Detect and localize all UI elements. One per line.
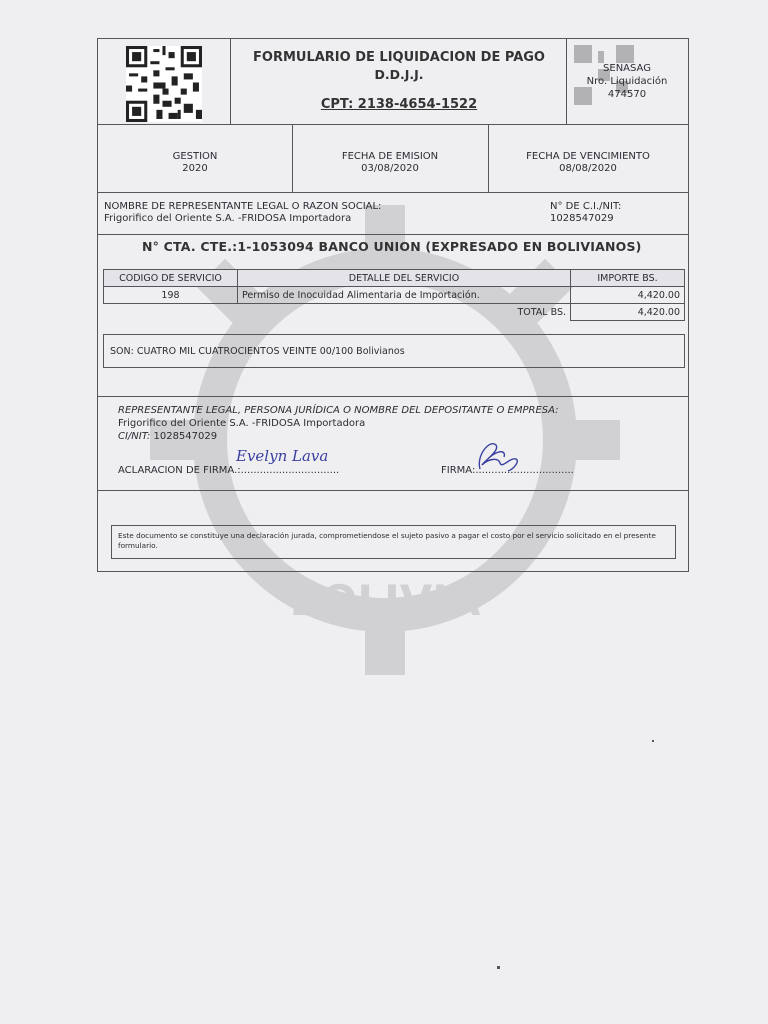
service-amount: 4,420.00 — [571, 287, 685, 304]
representative-ci-label: CI/NIT: — [118, 431, 151, 442]
aclaracion-line: ACLARACION DE FIRMA.:............................... — [118, 465, 340, 476]
emision-label: FECHA DE EMISION — [341, 151, 439, 162]
col-header-code: CODIGO DE SERVICIO — [104, 270, 238, 287]
representative-heading: REPRESENTANTE LEGAL, PERSONA JURÍDICA O NOMBRE DEL DEPOSITANTE O EMPRESA: — [118, 405, 559, 416]
bank-account: N° CTA. CTE.:1-1053094 BANCO UNION (EXPRESADO EN BOLIVIANOS) — [142, 239, 642, 254]
services-table — [103, 269, 685, 321]
holder-name-label: NOMBRE DE REPRESENTANTE LEGAL O RAZON SOCIAL: — [104, 201, 382, 212]
form-title: FORMULARIO DE LIQUIDACION DE PAGO — [253, 50, 545, 65]
representative-name: Frigorifico del Oriente S.A. -FRIDOSA Importadora — [118, 418, 366, 429]
gestion-label: GESTION — [172, 151, 218, 162]
scan-speck — [497, 966, 500, 969]
firma-line: FIRMA:............................... — [441, 465, 574, 476]
total-value: 4,420.00 — [571, 304, 685, 321]
firma-label: FIRMA: — [441, 465, 476, 476]
dates-row — [98, 125, 688, 193]
total-label: TOTAL BS. — [238, 304, 571, 321]
service-code: 198 — [104, 287, 238, 304]
payment-form — [97, 38, 689, 572]
agency-name: SENASAG — [603, 63, 651, 74]
scan-speck — [652, 740, 654, 742]
total-row — [104, 304, 685, 321]
representative-ci-value: 1028547029 — [153, 431, 218, 442]
liquidacion-label: Nro. Liquidación — [586, 76, 668, 87]
table-row — [104, 287, 685, 304]
liquidacion-number: 474570 — [607, 89, 647, 100]
signature-scribble — [470, 435, 526, 477]
service-detail: Permiso de Inocuidad Alimentaria de Importación. — [238, 287, 571, 304]
col-header-amount: IMPORTE BS. — [571, 270, 685, 287]
holder-name-value: Frigorifico del Oriente S.A. -FRIDOSA Importadora — [104, 213, 352, 224]
cpt-code: CPT: 2138-4654-1522 — [320, 97, 478, 112]
liquidacion-box — [566, 39, 688, 124]
qr-code-icon — [126, 46, 202, 122]
handwritten-name: Evelyn Lava — [236, 447, 329, 465]
vencimiento-value: 08/08/2020 — [559, 163, 617, 174]
holder-row — [98, 193, 688, 235]
header-row — [98, 39, 688, 125]
gestion-value: 2020 — [182, 163, 208, 174]
amount-in-words: SON: CUATRO MIL CUATROCIENTOS VEINTE 00/100 Bolivianos — [103, 334, 685, 368]
vencimiento-label: FECHA DE VENCIMIENTO — [526, 151, 650, 162]
form-subtitle: D.D.J.J. — [374, 67, 424, 82]
col-header-detail: DETALLE DEL SERVICIO — [238, 270, 571, 287]
emision-value: 03/08/2020 — [361, 163, 419, 174]
aclaracion-label: ACLARACION DE FIRMA.: — [118, 465, 241, 476]
holder-ci-label: N° DE C.I./NIT: — [550, 201, 622, 212]
holder-ci-value: 1028547029 — [550, 213, 614, 224]
table-header-row — [104, 270, 685, 287]
watermark-text: BOLIVIA — [289, 576, 481, 625]
declaration-box: Este documento se constituye una declaración jurada, comprometiendose el sujeto pasivo a pagar el costo por el servicio solicitado en el presente formulario. — [111, 525, 676, 559]
